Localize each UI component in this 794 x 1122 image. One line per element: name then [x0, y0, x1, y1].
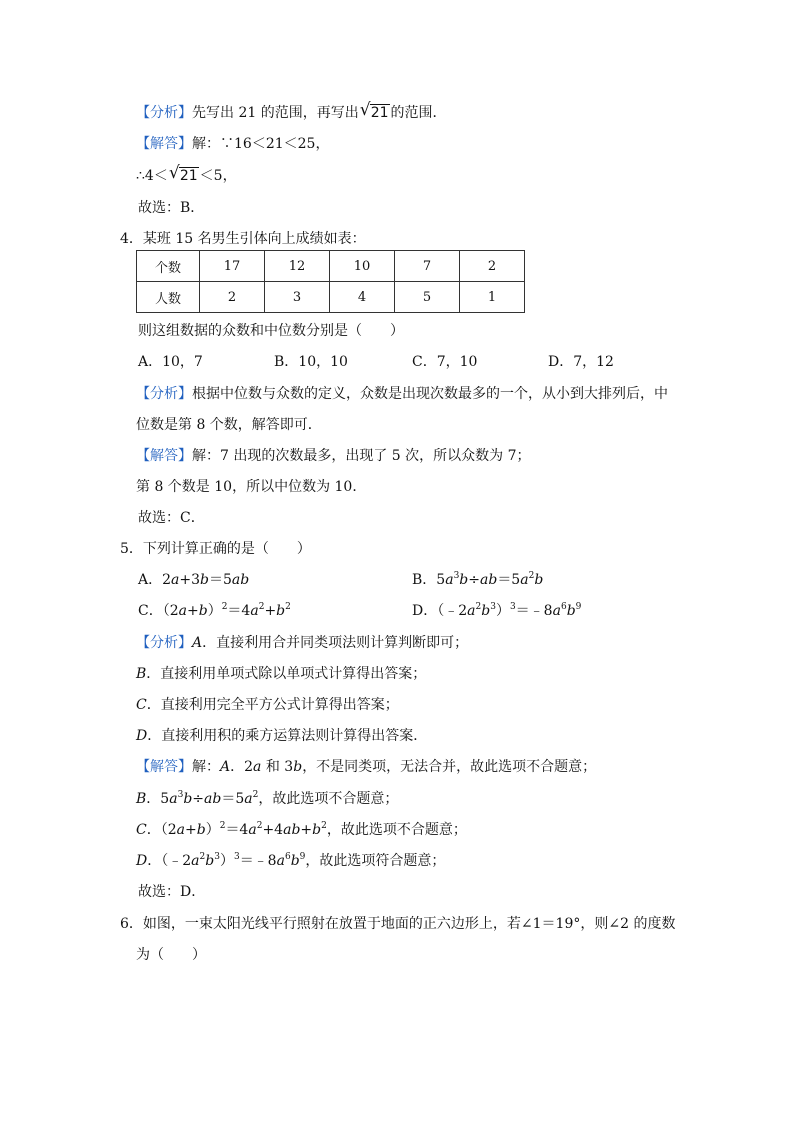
- q5-analysis-b: 直接利用单项式除以单项式计算得出答案；: [160, 666, 427, 682]
- table-cell: 17: [200, 251, 265, 282]
- q4-option-c: C．7，10: [412, 354, 478, 370]
- q3-analysis-text-a: 先写出 21 的范围，再写出: [192, 105, 359, 121]
- q3-ineq-b: ＜5，: [199, 168, 237, 184]
- q5-analysis-a: 直接利用合并同类项法则计算判断即可；: [216, 635, 469, 651]
- q3-ineq-a: ∴4＜: [136, 168, 168, 184]
- table-cell: 2: [460, 251, 525, 282]
- q5-analysis: 【分析】A．直接利用合并同类项法则计算判断即可；: [136, 635, 469, 651]
- table-row: [137, 251, 525, 282]
- q3-analysis-text-b: 的范围．: [390, 105, 447, 121]
- q5-answer-d: ，故此选项符合题意；: [305, 853, 446, 869]
- table-cell: 1: [460, 282, 525, 313]
- table-cell: 7: [395, 251, 460, 282]
- q4-analysis: [136, 384, 668, 404]
- q4-answer: [136, 446, 531, 466]
- q3-answer-text: 解：∵16＜21＜25，: [192, 136, 330, 152]
- q4-analysis-cont: 位数是第 8 个数，解答即可．: [136, 417, 322, 433]
- q5-answer-b-line: B．$5a^3b\div ab=5a^2$，故此选项不合题意；: [136, 790, 399, 807]
- q5-answer-b: ，故此选项不合题意；: [258, 791, 399, 807]
- answer-tag: 【解答】: [136, 759, 192, 775]
- q5-answer: 【解答】解：A．2a 和 3b，不是同类项，无法合并，故此选项不合题意；: [136, 759, 597, 775]
- q5-analysis-d: 直接利用积的乘方运算法则计算得出答案．: [161, 728, 428, 744]
- q5-option-d: D．$(﹣2a^2b^3)^3=﹣8a^6b^9$: [412, 602, 582, 619]
- q3-inequality: [136, 163, 237, 186]
- q4-option-b: B．10，10: [274, 354, 348, 370]
- q5-choice: 故选：D．: [138, 884, 206, 900]
- q5-analysis-c-line: C．直接利用完全平方公式计算得出答案；: [136, 697, 399, 713]
- q5-answer-d-line: D．$(﹣2a^2b^3)^3=﹣8a^6b^9$，故此选项符合题意；: [136, 852, 446, 869]
- answer-tag: 【解答】: [136, 136, 192, 152]
- q4-question: 则这组数据的众数和中位数分别是（ ）: [138, 323, 404, 339]
- q4-analysis-1: 根据中位数与众数的定义，众数是出现次数最多的一个，从小到大排列后，中: [192, 386, 668, 402]
- q5-answer-c-line: C．$(2a+b)^2=4a^2+4ab+b^2$，故此选项不合题意；: [136, 821, 467, 838]
- table-cell: 10: [330, 251, 395, 282]
- answer-tag: 【解答】: [136, 448, 192, 464]
- table-header-cell: 人数: [137, 282, 200, 313]
- q5-option-c: C．$(2a+b)^2=4a^2+b^2$: [138, 602, 291, 619]
- q3-answer: [136, 134, 329, 154]
- table-cell: 4: [330, 282, 395, 313]
- q5-stem: 5．下列计算正确的是（ ）: [120, 541, 311, 557]
- q4-stem: 4．某班 15 名男生引体向上成绩如表：: [120, 231, 366, 247]
- q6-stem: 6．如图，一束太阳光线平行照射在放置于地面的正六边形上，若∠1＝19°，则∠2 的度数: [120, 916, 676, 932]
- sqrt-radicand-b: 21: [179, 168, 198, 184]
- q4-option-d: D．7，12: [548, 354, 614, 370]
- analysis-tag: 【分析】: [136, 635, 192, 651]
- table-row: [137, 282, 525, 313]
- q5-answer-a: ，不是同类项，无法合并，故此选项不合题意；: [302, 759, 597, 775]
- q5-analysis-b-line: B．直接利用单项式除以单项式计算得出答案；: [136, 666, 427, 682]
- q5-analysis-c: 直接利用完全平方公式计算得出答案；: [160, 697, 399, 713]
- sqrt-21-b: √ 21: [168, 163, 198, 184]
- table-cell: 12: [265, 251, 330, 282]
- analysis-tag: 【分析】: [136, 105, 192, 121]
- q5-answer-c: ，故此选项不合题意；: [326, 822, 467, 838]
- table-header-cell: 个数: [137, 251, 200, 282]
- q6-stem-cont: 为（ ）: [136, 947, 206, 963]
- q3-choice: 故选：B．: [138, 200, 205, 216]
- sqrt-radicand: 21: [370, 105, 389, 121]
- q5-option-a: A．2a+3b＝5ab: [138, 572, 250, 588]
- q5-option-b: B．$5a^3b\div ab=5a^2b$: [412, 571, 544, 588]
- table-cell: 2: [200, 282, 265, 313]
- table-cell: 5: [395, 282, 460, 313]
- q3-analysis: [136, 100, 447, 123]
- table-cell: 3: [265, 282, 330, 313]
- q4-answer-1: 解：7 出现的次数最多，出现了 5 次，所以众数为 7；: [192, 448, 531, 464]
- q5-analysis-d-line: D．直接利用积的乘方运算法则计算得出答案．: [136, 728, 428, 744]
- sqrt-21: √ 21: [359, 100, 389, 121]
- analysis-tag: 【分析】: [136, 386, 192, 402]
- score-table: [136, 250, 525, 313]
- q4-choice: 故选：C．: [138, 510, 205, 526]
- q4-answer-cont: 第 8 个数是 10，所以中位数为 10．: [136, 479, 367, 495]
- q4-option-a: A．10，7: [138, 354, 203, 370]
